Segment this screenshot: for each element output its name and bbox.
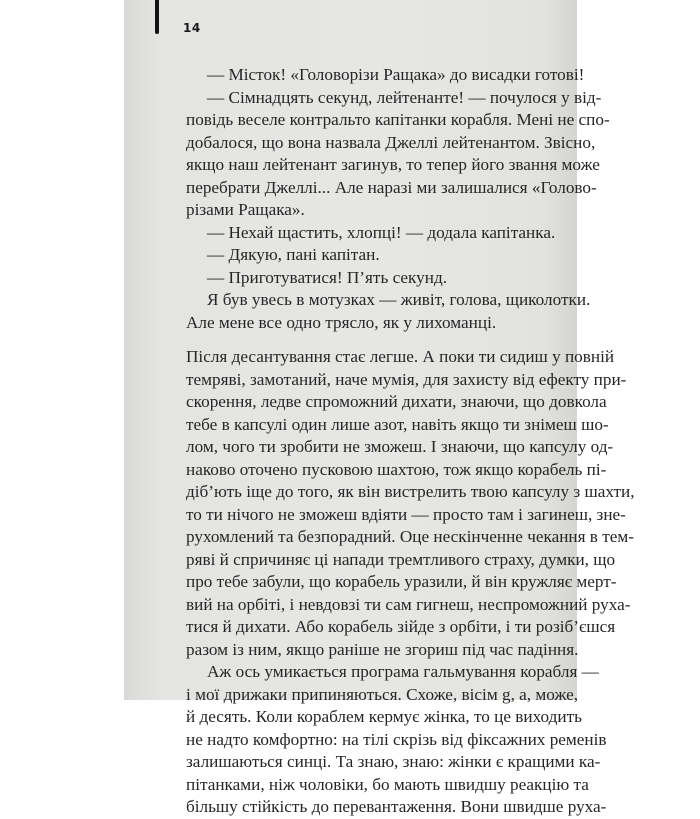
body-text <box>186 64 635 819</box>
text-line: рухомлений та безпорадний. Оце нескінченне чекання в тем- <box>186 527 634 546</box>
paragraph-dialogue-1 <box>186 64 610 222</box>
section-break <box>186 334 557 346</box>
text-line: разом із ним, якщо раніше не згориш під час падіння. <box>186 639 579 659</box>
paragraph-narration-1 <box>186 289 591 334</box>
paragraph-narration-2 <box>186 346 635 661</box>
text-line: й десять. Коли кораблем кермує жінка, то це виходить <box>186 707 582 726</box>
text-line: наково оточено пусковою шахтою, тож якщо корабель пі- <box>186 459 607 479</box>
text-line: якщо наш лейтенант загинув, то тепер його звання може <box>186 155 600 174</box>
text-line: Після десантування стає легше. А поки ти сидиш у повній <box>186 347 615 366</box>
paragraph-dialogue-2 <box>186 222 557 245</box>
text-line: Аж ось умикається програма гальмування корабля — <box>207 662 599 681</box>
text-line: різами Ращака». <box>186 200 305 219</box>
text-line: перебрати Джеллі... Але наразі ми залишалися «Голово- <box>186 177 597 197</box>
text-line: Я був увесь в мотузках — живіт, голова, щиколотки. <box>207 290 591 309</box>
text-line: пітанками, ніж чоловіки, бо мають швидшу реакцію та <box>186 774 589 794</box>
text-line: тися й дихати. Або корабель зійде з орбіти, і ти розіб’єшся <box>186 617 616 636</box>
text-line: залишаються синці. Та знаю, знаю: жінки є кращими ка- <box>186 752 601 771</box>
paragraph-dialogue-4 <box>186 267 557 290</box>
text-line: — Місток! «Головорізи Ращака» до висадки готові! <box>207 65 585 84</box>
text-line: добалося, що вона назвала Джеллі лейтенантом. Звісно, <box>186 132 596 152</box>
paragraph-narration-3 <box>186 661 607 819</box>
text-line: вий на орбіті, і невдовзі ти сам гигнеш, неспроможний руха- <box>186 594 631 614</box>
text-line: не надто комфортно: на тілі скрізь від фіксажних ременів <box>186 729 607 749</box>
page-number: 14 <box>183 21 201 35</box>
text-line: і мої дрижаки припиняються. Схоже, вісім g, а, може, <box>186 684 579 704</box>
text-line: Але мене все одно трясло, як у лихоманці. <box>186 312 497 332</box>
text-line: темряві, замотаний, наче мумія, для захисту від ефекту при- <box>186 369 627 389</box>
text-line: — Нехай щастить, хлопці! — додала капітанка. <box>207 222 556 242</box>
text-line: лом, чого ти зробити не зможеш. І знаючи, що капсулу од- <box>186 437 614 456</box>
text-line: — Дякую, пані капітан. <box>207 245 380 264</box>
text-line: то ти нічого не зможеш вдіяти — просто там і загинеш, зне- <box>186 504 626 524</box>
text-line: тебе в капсулі один лише азот, навіть якщо ти знімеш шо- <box>186 414 609 434</box>
text-line: скорення, ледве спроможний дихати, знаючи, що довкола <box>186 392 607 411</box>
text-line: більшу стійкість до перевантаження. Вони швидше руха- <box>186 797 607 816</box>
text-line: повідь веселе контральто капітанки корабля. Мені не спо- <box>186 110 610 129</box>
paragraph-dialogue-3 <box>186 244 557 267</box>
text-line: діб’ють іще до того, як він вистрелить твою капсулу з шахти, <box>186 482 635 501</box>
text-line: — Приготуватися! П’ять секунд. <box>207 267 447 287</box>
text-line: про тебе забули, що корабель уразили, й він кружляє мерт- <box>186 572 617 591</box>
text-line: ряві й спричиняє ці напади тремтливого страху, думки, що <box>186 549 616 569</box>
bookmark-ribbon <box>155 0 159 34</box>
text-line: — Сімнадцять секунд, лейтенанте! — почулося у від- <box>207 87 602 107</box>
